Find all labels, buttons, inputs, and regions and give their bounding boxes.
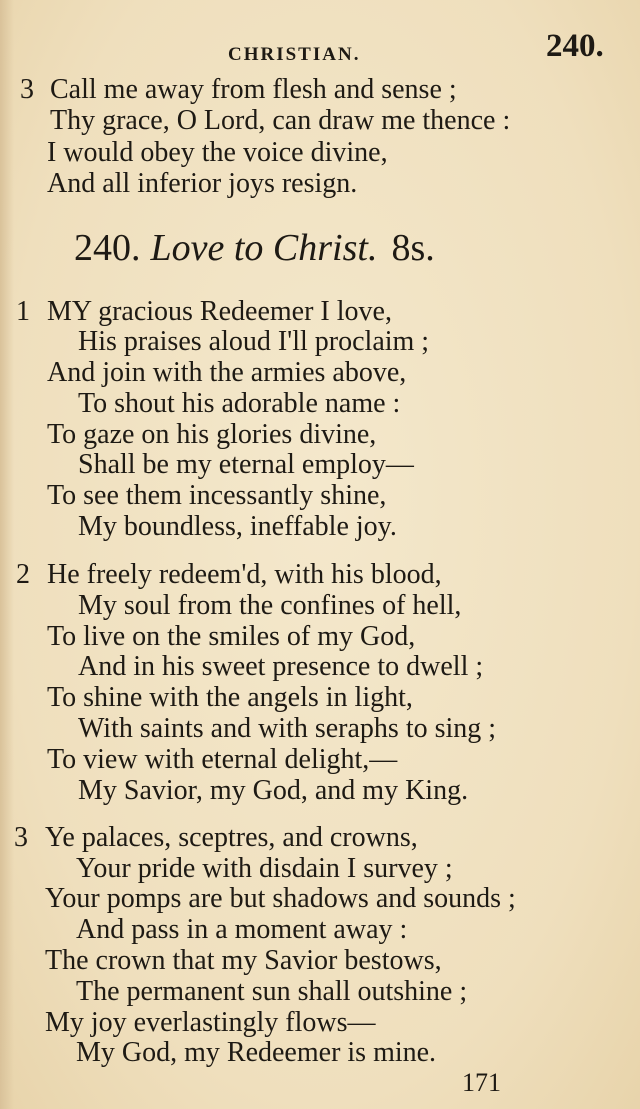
- verse-line: To view with eternal delight,—: [47, 744, 398, 775]
- verse-line: And pass in a moment away :: [76, 914, 408, 945]
- verse-line: His praises aloud I'll proclaim ;: [78, 326, 430, 357]
- gutter-shadow: [0, 0, 14, 1109]
- hymn-number: 240.: [74, 227, 141, 269]
- page-number: 171: [462, 1068, 501, 1097]
- hymn-title: Love to Christ.: [150, 227, 378, 269]
- head-hymn-number: 240.: [546, 28, 604, 64]
- verse-line: And join with the armies above,: [47, 357, 407, 388]
- running-head: CHRISTIAN.: [228, 44, 361, 65]
- verse-line: My boundless, ineffable joy.: [78, 511, 397, 542]
- verse-line: To shout his adorable name :: [78, 388, 401, 419]
- verse-line: Thy grace, O Lord, can draw me thence :: [50, 105, 511, 136]
- verse-line: And all inferior joys resign.: [47, 168, 358, 199]
- verse-line: He freely redeem'd, with his blood,: [47, 559, 442, 590]
- stanza-number: 1: [16, 296, 30, 327]
- verse-line: Your pomps are but shadows and sounds ;: [45, 883, 516, 914]
- verse-line: Your pride with disdain I survey ;: [76, 853, 453, 884]
- hymn-meter: 8s.: [391, 227, 435, 269]
- verse-line: MY gracious Redeemer I love,: [47, 296, 392, 327]
- verse-line: Call me away from flesh and sense ;: [50, 74, 457, 105]
- verse-line: My joy everlastingly flows—: [45, 1007, 376, 1038]
- stanza-number: 3: [14, 822, 28, 853]
- verse-line: Shall be my eternal employ—: [78, 449, 414, 480]
- verse-line: The crown that my Savior bestows,: [45, 945, 442, 976]
- verse-line: To live on the smiles of my God,: [47, 621, 416, 652]
- verse-line: And in his sweet presence to dwell ;: [78, 651, 484, 682]
- verse-line: To shine with the angels in light,: [47, 682, 413, 713]
- verse-line: I would obey the voice divine,: [47, 137, 388, 168]
- verse-line: Ye palaces, sceptres, and crowns,: [45, 822, 418, 853]
- hymn-title-line: [74, 228, 435, 268]
- verse-line: My Savior, my God, and my King.: [78, 775, 469, 806]
- stanza-number: 2: [16, 559, 30, 590]
- verse-line: To see them incessantly shine,: [47, 480, 387, 511]
- verse-line: My soul from the confines of hell,: [78, 590, 462, 621]
- verse-line: With saints and with seraphs to sing ;: [78, 713, 497, 744]
- verse-line: To gaze on his glories divine,: [47, 419, 377, 450]
- verse-line: The permanent sun shall outshine ;: [76, 976, 468, 1007]
- stanza-number: 3: [20, 74, 34, 105]
- verse-line: My God, my Redeemer is mine.: [76, 1037, 437, 1068]
